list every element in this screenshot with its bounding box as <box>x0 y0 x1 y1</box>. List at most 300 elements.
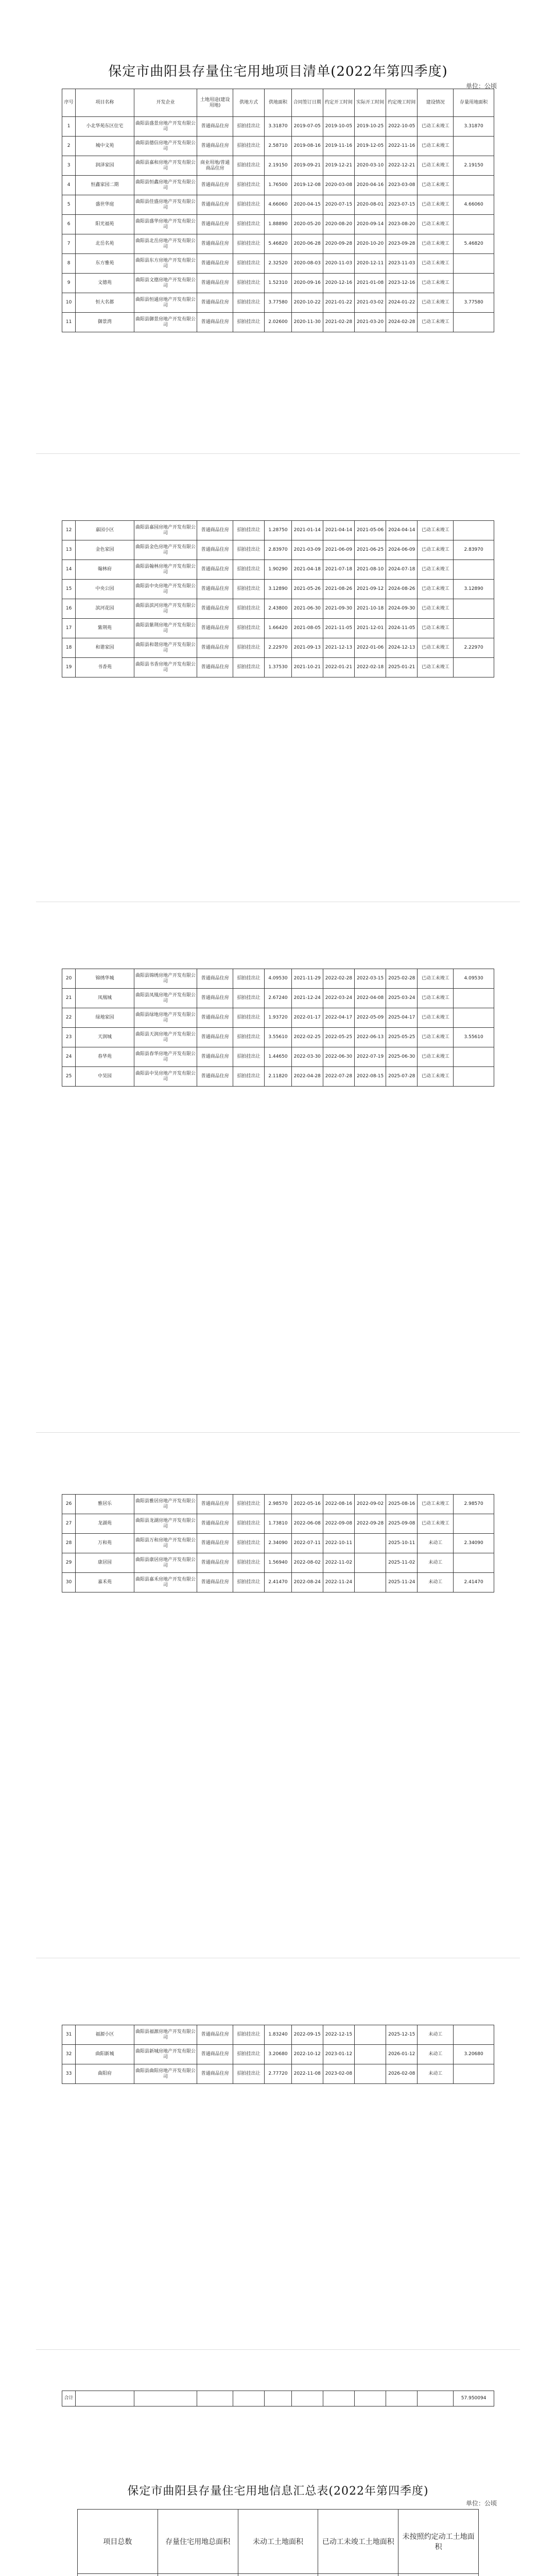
table-cell <box>454 254 494 274</box>
table-cell: 1.76500 <box>265 176 291 195</box>
table-cell: 2025-05-25 <box>386 1028 418 1047</box>
table-cell: 3.20680 <box>454 2045 494 2064</box>
table-cell: 2021-11-29 <box>291 969 323 989</box>
table-cell: 普通商品住房 <box>197 989 233 1008</box>
table-cell: 未动工 <box>418 2064 454 2084</box>
table-cell: 32 <box>62 2045 76 2064</box>
table-cell: 已动工未竣工 <box>418 156 454 176</box>
table-cell: 曲阳县嘉园房地产开发有限公司 <box>134 521 197 540</box>
table-cell: 2022-08-24 <box>291 1573 323 1592</box>
table-cell: 中昊园 <box>76 1067 134 1087</box>
table-cell: 25 <box>62 1067 76 1087</box>
table-cell: 2022-11-02 <box>323 1553 354 1573</box>
table-cell <box>454 1553 494 1573</box>
table-cell: 2025-10-11 <box>386 1534 418 1553</box>
table-cell: 招拍挂出让 <box>233 1534 265 1553</box>
table-cell: 普通商品住房 <box>197 1008 233 1028</box>
table-cell: 普通商品住房 <box>197 560 233 580</box>
table-cell: 普通商品住房 <box>197 2025 233 2045</box>
table-cell: 2026-01-12 <box>386 2045 418 2064</box>
table-row <box>62 1047 494 1067</box>
table-cell: 御景湾 <box>76 313 134 332</box>
table-cell: 2021-03-09 <box>291 540 323 560</box>
table-cell: 2024-02-28 <box>386 313 418 332</box>
table-cell: 22 <box>62 1008 76 1028</box>
table-cell: 1.93720 <box>265 1008 291 1028</box>
table-cell: 2025-09-08 <box>386 1514 418 1534</box>
table-cell: 2025-11-24 <box>386 1573 418 1592</box>
land-table-segment-5 <box>62 2025 494 2084</box>
table-cell: 招拍挂出让 <box>233 521 265 540</box>
table-cell: 2022-11-08 <box>291 2064 323 2084</box>
table-cell: 曲阳县雅居房地产开发有限公司 <box>134 1495 197 1514</box>
table-cell: 2020-08-01 <box>355 195 386 215</box>
table-cell: 已动工未竣工 <box>418 969 454 989</box>
table-cell: 2019-10-25 <box>355 117 386 137</box>
table-row <box>62 2025 494 2045</box>
table-cell: 曲阳县盛华房地产开发有限公司 <box>134 215 197 234</box>
table-cell: 24 <box>62 1047 76 1067</box>
table-cell: 滨河花园 <box>76 599 134 619</box>
table-cell: 2020-04-15 <box>291 195 323 215</box>
table-cell: 2025-04-17 <box>386 1008 418 1028</box>
table-cell: 2023-09-28 <box>386 234 418 254</box>
table-cell: 已动工未竣工 <box>418 1008 454 1028</box>
table-cell <box>454 137 494 156</box>
table-cell: 招拍挂出让 <box>233 580 265 599</box>
table-cell: 招拍挂出让 <box>233 989 265 1008</box>
table-cell: 招拍挂出让 <box>233 560 265 580</box>
table-cell: 2022-06-13 <box>355 1028 386 1047</box>
table-cell: 2020-12-11 <box>355 254 386 274</box>
table-cell: 2022-04-08 <box>355 989 386 1008</box>
table-cell: 普通商品住房 <box>197 1028 233 1047</box>
table-cell: 已动工未竣工 <box>418 638 454 658</box>
table-row <box>62 521 494 540</box>
column-header: 项目名称 <box>76 89 134 117</box>
table-row <box>62 1008 494 1028</box>
table-cell: 龙湖苑 <box>76 1514 134 1534</box>
summary-value-count <box>78 2574 158 2576</box>
table-cell: 润泽家园 <box>76 156 134 176</box>
table-cell: 2021-01-08 <box>355 274 386 293</box>
table-cell: 2021-10-18 <box>355 599 386 619</box>
table-cell: 19 <box>62 658 76 677</box>
table-cell: 2.58710 <box>265 137 291 156</box>
table-cell: 2.41470 <box>454 1573 494 1592</box>
table-cell: 招拍挂出让 <box>233 293 265 313</box>
table-cell: 2020-10-20 <box>355 234 386 254</box>
table-cell: 2021-12-01 <box>355 619 386 638</box>
table-cell: 1.52310 <box>265 274 291 293</box>
table-cell: 2019-09-21 <box>291 156 323 176</box>
table-cell <box>454 989 494 1008</box>
table-row <box>62 215 494 234</box>
table-row <box>62 1514 494 1534</box>
table-cell: 曲阳县新城房地产开发有限公司 <box>134 2045 197 2064</box>
table-row <box>62 658 494 677</box>
table-cell: 招拍挂出让 <box>233 1495 265 1514</box>
table-cell: 18 <box>62 638 76 658</box>
table-cell: 已动工未竣工 <box>418 254 454 274</box>
table-cell: 曲阳县曲阳房地产开发有限公司 <box>134 2064 197 2084</box>
table-cell: 普通商品住房 <box>197 117 233 137</box>
table-cell: 2021-12-13 <box>323 638 354 658</box>
table-row <box>62 234 494 254</box>
summary-unit-label: 单位：公顷 <box>466 2500 497 2507</box>
table-cell: 27 <box>62 1514 76 1534</box>
table-cell: 2019-08-16 <box>291 137 323 156</box>
table-cell: 2021-03-02 <box>355 293 386 313</box>
summary-title: 保定市曲阳县存量住宅用地信息汇总表(2022年第四季度) <box>127 2485 429 2498</box>
table-cell: 2.22970 <box>454 638 494 658</box>
table-cell: 2022-08-16 <box>323 1495 354 1514</box>
table-cell <box>454 215 494 234</box>
table-cell: 招拍挂出让 <box>233 540 265 560</box>
table-cell: 雅居乐 <box>76 1495 134 1514</box>
table-cell: 已动工未竣工 <box>418 1047 454 1067</box>
table-cell: 嘉禾苑 <box>76 1573 134 1592</box>
table-cell: 招拍挂出让 <box>233 117 265 137</box>
table-cell: 未动工 <box>418 2045 454 2064</box>
table-row <box>62 580 494 599</box>
table-cell: 4.09530 <box>265 969 291 989</box>
table-cell: 招拍挂出让 <box>233 1553 265 1573</box>
table-cell <box>454 2025 494 2045</box>
column-header: 约定竣工时间 <box>386 89 418 117</box>
table-cell: 恒鑫家园二期 <box>76 176 134 195</box>
table-cell: 已动工未竣工 <box>418 521 454 540</box>
table-cell: 绿地家园 <box>76 1008 134 1028</box>
table-cell: 2.43800 <box>265 599 291 619</box>
table-cell: 文德苑 <box>76 274 134 293</box>
table-cell <box>454 619 494 638</box>
table-cell: 2021-06-25 <box>355 540 386 560</box>
table-row <box>62 274 494 293</box>
table-cell: 曲阳县绿地房地产开发有限公司 <box>134 1008 197 1028</box>
table-cell: 2020-03-08 <box>323 176 354 195</box>
table-cell: 1.88890 <box>265 215 291 234</box>
table-row <box>62 195 494 215</box>
table-cell: 翰林府 <box>76 560 134 580</box>
table-cell: 招拍挂出让 <box>233 195 265 215</box>
table-cell: 2022-02-18 <box>355 658 386 677</box>
land-table-segment-2 <box>62 520 494 677</box>
table-cell: 普通商品住房 <box>197 619 233 638</box>
table-cell: 29 <box>62 1553 76 1573</box>
table-cell: 4.09530 <box>454 969 494 989</box>
table-cell: 4.66060 <box>265 195 291 215</box>
page-divider <box>36 1432 520 1433</box>
table-cell: 2022-02-28 <box>323 969 354 989</box>
table-cell: 2021-08-10 <box>355 560 386 580</box>
table-cell: 曲阳县恒通房地产开发有限公司 <box>134 293 197 313</box>
table-row <box>62 254 494 274</box>
table-cell: 3.77580 <box>454 293 494 313</box>
table-cell: 曲阳县凤凰房地产开发有限公司 <box>134 989 197 1008</box>
table-cell: 2023-02-08 <box>323 2064 354 2084</box>
table-cell: 招拍挂出让 <box>233 215 265 234</box>
table-cell: 31 <box>62 2025 76 2045</box>
table-cell: 2023-03-08 <box>386 176 418 195</box>
table-cell: 未动工 <box>418 1553 454 1573</box>
table-cell: 21 <box>62 989 76 1008</box>
table-row <box>62 176 494 195</box>
table-cell: 普通商品住房 <box>197 234 233 254</box>
column-header: 存量用地面积 <box>454 89 494 117</box>
table-cell: 2021-09-13 <box>291 638 323 658</box>
table-cell: 2026-02-08 <box>386 2064 418 2084</box>
table-cell: 2022-05-25 <box>323 1028 354 1047</box>
table-cell <box>454 1047 494 1067</box>
table-cell: 8 <box>62 254 76 274</box>
column-header: 供地面积 <box>265 89 291 117</box>
table-cell: 普通商品住房 <box>197 969 233 989</box>
table-cell: 招拍挂出让 <box>233 1008 265 1028</box>
table-cell <box>454 176 494 195</box>
table-row <box>62 2045 494 2064</box>
table-cell: 曲阳县书香房地产开发有限公司 <box>134 658 197 677</box>
table-cell: 2024-01-22 <box>386 293 418 313</box>
summary-header-started: 已动工未竣工土地面积 <box>318 2510 398 2574</box>
table-cell: 6 <box>62 215 76 234</box>
total-cell <box>418 2391 454 2406</box>
table-cell: 2022-03-24 <box>323 989 354 1008</box>
table-cell: 2.11820 <box>265 1067 291 1087</box>
total-cell <box>386 2391 418 2406</box>
table-cell: 金色家园 <box>76 540 134 560</box>
table-cell: 2025-06-30 <box>386 1047 418 1067</box>
table-cell: 2 <box>62 137 76 156</box>
table-cell: 已动工未竣工 <box>418 234 454 254</box>
table-cell: 3 <box>62 156 76 176</box>
table-row <box>62 1573 494 1592</box>
table-cell: 招拍挂出让 <box>233 254 265 274</box>
table-cell: 3.31870 <box>265 117 291 137</box>
table-cell: 17 <box>62 619 76 638</box>
table-cell: 已动工未竣工 <box>418 1514 454 1534</box>
table-cell: 5.46820 <box>265 234 291 254</box>
table-cell: 曲阳县恒鑫房地产开发有限公司 <box>134 176 197 195</box>
table-cell: 已动工未竣工 <box>418 619 454 638</box>
table-cell: 2.02600 <box>265 313 291 332</box>
table-cell: 2.98570 <box>265 1495 291 1514</box>
table-cell: 曲阳县金色房地产开发有限公司 <box>134 540 197 560</box>
table-cell: 已动工未竣工 <box>418 117 454 137</box>
table-cell: 2020-10-22 <box>291 293 323 313</box>
land-table-segment-1 <box>62 89 494 332</box>
table-cell: 2022-01-17 <box>291 1008 323 1028</box>
summary-header-total: 存量住宅用地总面积 <box>158 2510 238 2574</box>
table-cell: 2020-03-10 <box>355 156 386 176</box>
table-cell: 未动工 <box>418 2025 454 2045</box>
table-cell: 已动工未竣工 <box>418 313 454 332</box>
table-cell: 普通商品住房 <box>197 1573 233 1592</box>
table-cell: 2019-12-05 <box>355 137 386 156</box>
table-cell: 曲阳县嘉禾房地产开发有限公司 <box>134 1573 197 1592</box>
table-cell: 2020-09-28 <box>323 234 354 254</box>
table-cell: 已动工未竣工 <box>418 274 454 293</box>
table-row <box>62 1534 494 1553</box>
table-cell: 2021-01-22 <box>323 293 354 313</box>
table-cell: 2022-05-09 <box>355 1008 386 1028</box>
table-cell: 3.12890 <box>454 580 494 599</box>
table-cell: 普通商品住房 <box>197 2064 233 2084</box>
table-cell: 曲阳县翰林房地产开发有限公司 <box>134 560 197 580</box>
table-cell: 3.55610 <box>454 1028 494 1047</box>
table-cell: 书香苑 <box>76 658 134 677</box>
table-cell: 2023-07-15 <box>386 195 418 215</box>
table-cell: 已动工未竣工 <box>418 560 454 580</box>
table-row <box>62 619 494 638</box>
table-cell: 10 <box>62 293 76 313</box>
total-cell <box>355 2391 386 2406</box>
table-cell: 26 <box>62 1495 76 1514</box>
table-cell: 28 <box>62 1534 76 1553</box>
table-row <box>62 1495 494 1514</box>
table-cell: 12 <box>62 521 76 540</box>
table-cell: 已动工未竣工 <box>418 1028 454 1047</box>
table-cell: 已动工未竣工 <box>418 137 454 156</box>
table-cell: 普通商品住房 <box>197 521 233 540</box>
table-cell: 招拍挂出让 <box>233 137 265 156</box>
table-cell: 招拍挂出让 <box>233 1028 265 1047</box>
table-cell: 紫荆苑 <box>76 619 134 638</box>
table-cell: 曲阳县春华房地产开发有限公司 <box>134 1047 197 1067</box>
table-cell: 2021-01-14 <box>291 521 323 540</box>
total-cell <box>233 2391 265 2406</box>
table-cell: 2022-06-30 <box>323 1047 354 1067</box>
table-cell: 2021-09-30 <box>323 599 354 619</box>
table-cell: 2022-04-17 <box>323 1008 354 1028</box>
table-cell: 小北华苑东区住宅 <box>76 117 134 137</box>
table-row <box>62 560 494 580</box>
table-cell <box>355 1553 386 1573</box>
table-cell: 2.22970 <box>265 638 291 658</box>
table-cell: 2021-10-21 <box>291 658 323 677</box>
table-cell: 曲阳县佳盛房地产开发有限公司 <box>134 195 197 215</box>
table-cell: 招拍挂出让 <box>233 274 265 293</box>
table-cell: 康居园 <box>76 1553 134 1573</box>
table-cell <box>454 313 494 332</box>
table-cell: 2024-08-26 <box>386 580 418 599</box>
table-cell: 招拍挂出让 <box>233 234 265 254</box>
table-cell: 16 <box>62 599 76 619</box>
table-cell: 33 <box>62 2064 76 2084</box>
table-cell: 已动工未竣工 <box>418 1495 454 1514</box>
table-cell: 曲阳县东方房地产开发有限公司 <box>134 254 197 274</box>
table-cell: 普通商品住房 <box>197 293 233 313</box>
table-cell: 2020-09-14 <box>355 215 386 234</box>
table-cell: 2022-11-16 <box>386 137 418 156</box>
column-header: 开发企业 <box>134 89 197 117</box>
table-cell: 曲阳县锦绣房地产开发有限公司 <box>134 969 197 989</box>
table-row <box>62 156 494 176</box>
table-cell: 普通商品住房 <box>197 658 233 677</box>
table-cell: 普通商品住房 <box>197 638 233 658</box>
table-cell: 2022-07-11 <box>291 1534 323 1553</box>
table-cell: 2020-11-30 <box>291 313 323 332</box>
table-cell: 2022-01-06 <box>355 638 386 658</box>
table-cell: 已动工未竣工 <box>418 195 454 215</box>
table-cell: 2020-09-16 <box>291 274 323 293</box>
table-cell: 已动工未竣工 <box>418 293 454 313</box>
table-cell: 2022-06-08 <box>291 1514 323 1534</box>
table-cell: 已动工未竣工 <box>418 215 454 234</box>
table-cell: 招拍挂出让 <box>233 2064 265 2084</box>
table-cell <box>454 560 494 580</box>
table-cell: 普通商品住房 <box>197 1047 233 1067</box>
column-header: 约定开工时间 <box>323 89 354 117</box>
summary-value-started <box>318 2574 398 2576</box>
table-cell: 2022-09-15 <box>291 2025 323 2045</box>
table-cell: 春华苑 <box>76 1047 134 1067</box>
table-cell: 2021-08-05 <box>291 619 323 638</box>
table-cell: 3.77580 <box>265 293 291 313</box>
table-cell: 曲阳县文德房地产开发有限公司 <box>134 274 197 293</box>
table-cell: 招拍挂出让 <box>233 1067 265 1087</box>
table-cell <box>355 2025 386 2045</box>
table-cell: 普通商品住房 <box>197 176 233 195</box>
table-cell: 4 <box>62 176 76 195</box>
table-cell <box>355 2064 386 2084</box>
table-cell: 招拍挂出让 <box>233 313 265 332</box>
column-header: 建设情况 <box>418 89 454 117</box>
table-cell <box>454 1008 494 1028</box>
table-cell <box>454 658 494 677</box>
table-cell: 普通商品住房 <box>197 580 233 599</box>
page-divider <box>36 2349 520 2350</box>
table-cell: 曲阳县御景房地产开发有限公司 <box>134 313 197 332</box>
table-cell: 1.28750 <box>265 521 291 540</box>
table-cell: 招拍挂出让 <box>233 176 265 195</box>
table-cell: 2022-12-15 <box>323 2025 354 2045</box>
summary-header-count: 项目总数 <box>78 2510 158 2574</box>
total-row <box>62 2391 494 2406</box>
table-cell: 曲阳县中央房地产开发有限公司 <box>134 580 197 599</box>
table-cell: 和谐家园 <box>76 638 134 658</box>
table-cell: 已动工未竣工 <box>418 176 454 195</box>
table-cell: 凤凰城 <box>76 989 134 1008</box>
table-cell: 2025-07-28 <box>386 1067 418 1087</box>
table-cell: 2021-06-09 <box>323 540 354 560</box>
table-cell: 已动工未竣工 <box>418 580 454 599</box>
table-row <box>62 540 494 560</box>
table-cell: 2020-06-28 <box>291 234 323 254</box>
table-cell: 15 <box>62 580 76 599</box>
table-cell: 曲阳县滨河房地产开发有限公司 <box>134 599 197 619</box>
column-header: 合同签订日期 <box>291 89 323 117</box>
table-cell: 普通商品住房 <box>197 215 233 234</box>
table-cell: 已动工未竣工 <box>418 989 454 1008</box>
table-cell: 2024-06-09 <box>386 540 418 560</box>
table-cell: 普通商品住房 <box>197 599 233 619</box>
table-cell: 14 <box>62 560 76 580</box>
table-cell: 5 <box>62 195 76 215</box>
column-header: 供地方式 <box>233 89 265 117</box>
total-cell: 57.950094 <box>454 2391 494 2406</box>
table-cell: 2021-11-05 <box>323 619 354 638</box>
table-cell: 普通商品住房 <box>197 2045 233 2064</box>
table-cell: 3.55610 <box>265 1028 291 1047</box>
land-table-segment-4 <box>62 1494 494 1592</box>
table-cell: 已动工未竣工 <box>418 1067 454 1087</box>
table-cell: 1.44650 <box>265 1047 291 1067</box>
table-cell: 2022-11-24 <box>323 1573 354 1592</box>
table-row <box>62 638 494 658</box>
table-cell: 2019-11-16 <box>323 137 354 156</box>
table-cell: 2025-02-28 <box>386 969 418 989</box>
